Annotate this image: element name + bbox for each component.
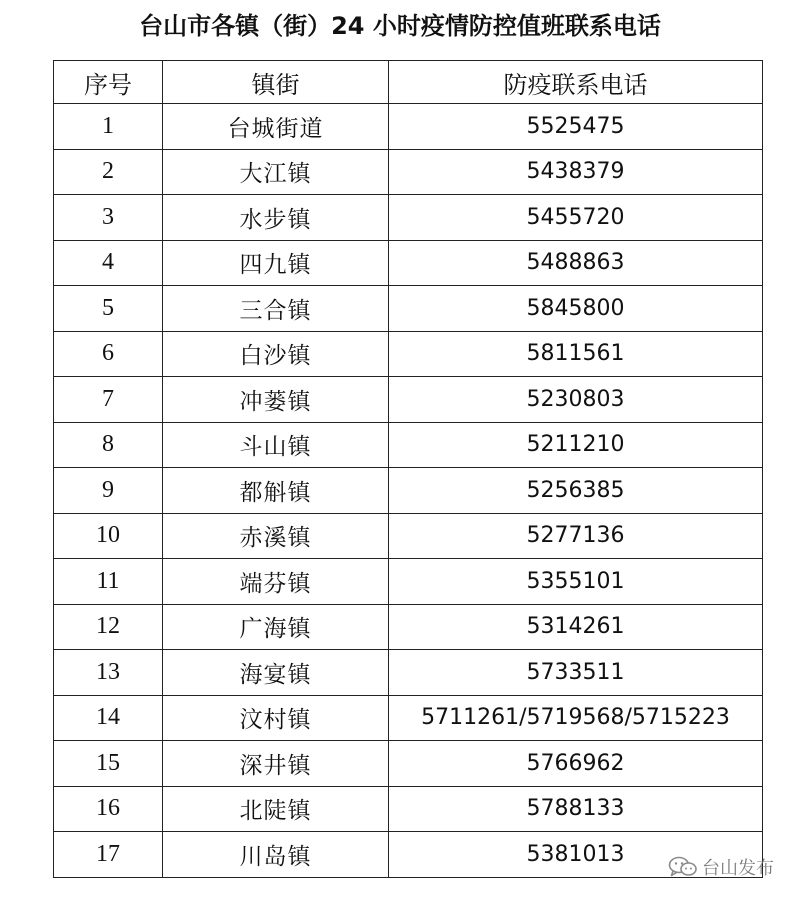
table-row (54, 559, 763, 605)
row-number: 4 (54, 240, 163, 286)
town-name: 都斛镇 (163, 468, 389, 514)
town-name: 斗山镇 (163, 422, 389, 468)
table-header (54, 61, 763, 104)
row-number: 3 (54, 195, 163, 241)
row-number: 16 (54, 786, 163, 832)
table-row (54, 195, 763, 241)
wechat-icon (668, 856, 698, 878)
town-name: 广海镇 (163, 604, 389, 650)
row-number: 1 (54, 104, 163, 150)
phone-number: 5455720 (389, 195, 763, 241)
row-number: 13 (54, 650, 163, 696)
row-number: 14 (54, 695, 163, 741)
phone-number: 5230803 (389, 377, 763, 423)
phone-number: 5766962 (389, 741, 763, 787)
table-row (54, 286, 763, 332)
table-row (54, 149, 763, 195)
table-row (54, 104, 763, 150)
row-number: 7 (54, 377, 163, 423)
row-number: 17 (54, 832, 163, 878)
row-number: 5 (54, 286, 163, 332)
town-name: 三合镇 (163, 286, 389, 332)
table-row (54, 741, 763, 787)
town-name: 汶村镇 (163, 695, 389, 741)
table-row (54, 650, 763, 696)
phone-number: 5711261/5719568/5715223 (389, 695, 763, 741)
row-number: 6 (54, 331, 163, 377)
table-row (54, 468, 763, 514)
town-name: 海宴镇 (163, 650, 389, 696)
town-name: 白沙镇 (163, 331, 389, 377)
town-name: 端芬镇 (163, 559, 389, 605)
table-row (54, 832, 763, 878)
header-row (54, 61, 763, 104)
row-number: 9 (54, 468, 163, 514)
table-row (54, 786, 763, 832)
town-name: 深井镇 (163, 741, 389, 787)
town-name: 大江镇 (163, 149, 389, 195)
row-number: 2 (54, 149, 163, 195)
town-name: 赤溪镇 (163, 513, 389, 559)
town-name: 台城街道 (163, 104, 389, 150)
phone-number: 5381013 (389, 832, 763, 878)
phone-number: 5811561 (389, 331, 763, 377)
phone-number: 5788133 (389, 786, 763, 832)
town-name: 川岛镇 (163, 832, 389, 878)
town-name: 冲蒌镇 (163, 377, 389, 423)
phone-number: 5211210 (389, 422, 763, 468)
phone-number: 5488863 (389, 240, 763, 286)
table-row (54, 513, 763, 559)
table-row (54, 331, 763, 377)
header-no: 序号 (54, 61, 163, 104)
header-town: 镇街 (163, 61, 389, 104)
watermark (668, 854, 774, 880)
contacts-table (53, 60, 763, 878)
town-name: 北陡镇 (163, 786, 389, 832)
page-title: 台山市各镇（街）24 小时疫情防控值班联系电话 (139, 12, 661, 40)
header-phone: 防疫联系电话 (389, 61, 763, 104)
row-number: 15 (54, 741, 163, 787)
table-row (54, 422, 763, 468)
row-number: 8 (54, 422, 163, 468)
phone-number: 5314261 (389, 604, 763, 650)
phone-number: 5256385 (389, 468, 763, 514)
table-body (54, 104, 763, 878)
phone-number: 5845800 (389, 286, 763, 332)
table-row (54, 240, 763, 286)
phone-number: 5525475 (389, 104, 763, 150)
town-name: 四九镇 (163, 240, 389, 286)
town-name: 水步镇 (163, 195, 389, 241)
phone-number: 5438379 (389, 149, 763, 195)
table-row (54, 604, 763, 650)
row-number: 12 (54, 604, 163, 650)
table-row (54, 377, 763, 423)
table-row (54, 695, 763, 741)
phone-number: 5733511 (389, 650, 763, 696)
row-number: 10 (54, 513, 163, 559)
row-number: 11 (54, 559, 163, 605)
phone-number: 5277136 (389, 513, 763, 559)
phone-number: 5355101 (389, 559, 763, 605)
watermark-text: 台山发布 (702, 858, 774, 879)
